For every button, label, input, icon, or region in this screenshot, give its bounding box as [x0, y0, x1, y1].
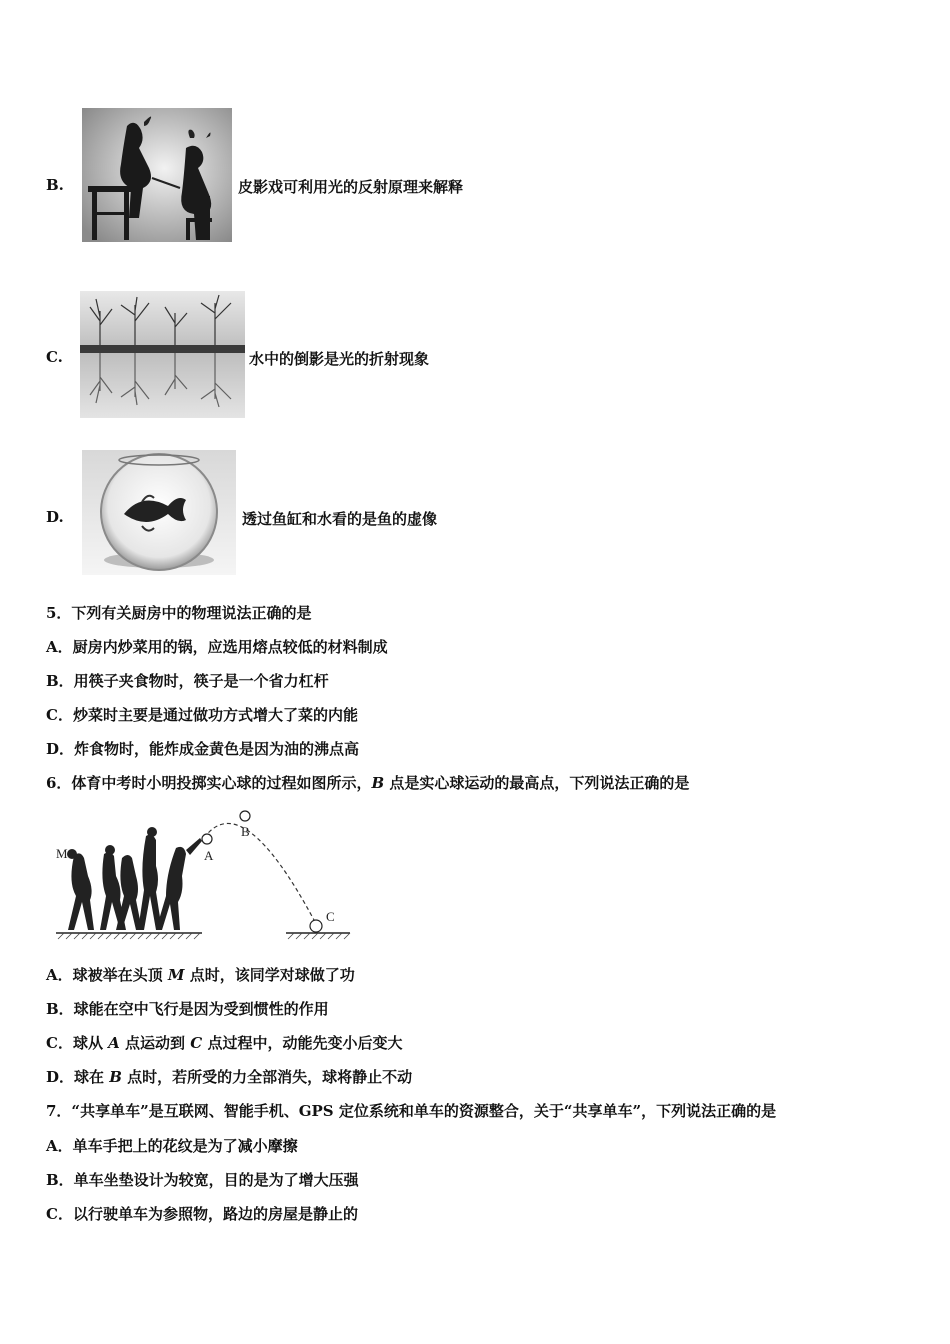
- fishbowl-image: [82, 450, 236, 575]
- label-b: B: [241, 824, 250, 839]
- q5-stem: 5．下列有关厨房中的物理说法正确的是: [46, 604, 312, 622]
- q5-option-b: B．用筷子夹食物时，筷子是一个省力杠杆: [46, 672, 329, 690]
- q7-option-a: A．单车手把上的花纹是为了减小摩擦: [46, 1137, 298, 1155]
- ball-throw-figure: [52, 806, 357, 942]
- q6-stem-part1: 6．体育中考时小明投掷实心球的过程如图所示，: [46, 774, 372, 792]
- ball-b-marker: [240, 811, 250, 821]
- ball-a-marker: [202, 834, 212, 844]
- q6-option-d: D．球在 B 点时，若所受的力全部消失，球将静止不动: [46, 1068, 413, 1086]
- option-d-text: 透过鱼缸和水看的是鱼的虚像: [242, 510, 438, 528]
- q7-option-c: C．以行驶单车为参照物，路边的房屋是静止的: [46, 1205, 358, 1223]
- option-b-letter: B.: [46, 176, 64, 194]
- option-b-text: 皮影戏可利用光的反射原理来解释: [238, 178, 464, 196]
- q6-stem-part2: 点是实心球运动的最高点，下列说法正确的是: [384, 774, 690, 792]
- shadow-puppet-image: [82, 108, 232, 242]
- q5-option-c: C．炒菜时主要是通过做功方式增大了菜的内能: [46, 706, 358, 724]
- q6-stem-var: B: [371, 774, 385, 792]
- ball-c-marker: [310, 920, 322, 932]
- option-c-text: 水中的倒影是光的折射现象: [249, 350, 430, 368]
- q5-option-a: A．厨房内炒菜用的锅，应选用熔点较低的材料制成: [46, 638, 388, 656]
- label-a: A: [204, 848, 214, 863]
- q7-stem: 7．“共享单车”是互联网、智能手机、GPS 定位系统和单车的资源整合，关于“共享单车”，下列说法正确的是: [46, 1102, 777, 1120]
- q6-option-a: A．球被举在头顶 M 点时，该同学对球做了功: [46, 966, 355, 984]
- q7-option-b: B．单车坐垫设计为较宽，目的是为了增大压强: [46, 1171, 359, 1189]
- q6-stem: [46, 773, 689, 793]
- q5-option-d: D．炸食物时，能炸成金黄色是因为油的沸点高: [46, 740, 360, 758]
- option-c-letter: C.: [46, 348, 63, 366]
- option-d-letter: D.: [46, 508, 64, 526]
- water-reflection-image: [80, 291, 245, 418]
- label-m: M: [56, 846, 68, 861]
- q6-option-b: B．球能在空中飞行是因为受到惯性的作用: [46, 1000, 329, 1018]
- label-c: C: [326, 909, 335, 924]
- q6-option-c: C．球从 A 点运动到 C 点过程中，动能先变小后变大: [46, 1034, 403, 1052]
